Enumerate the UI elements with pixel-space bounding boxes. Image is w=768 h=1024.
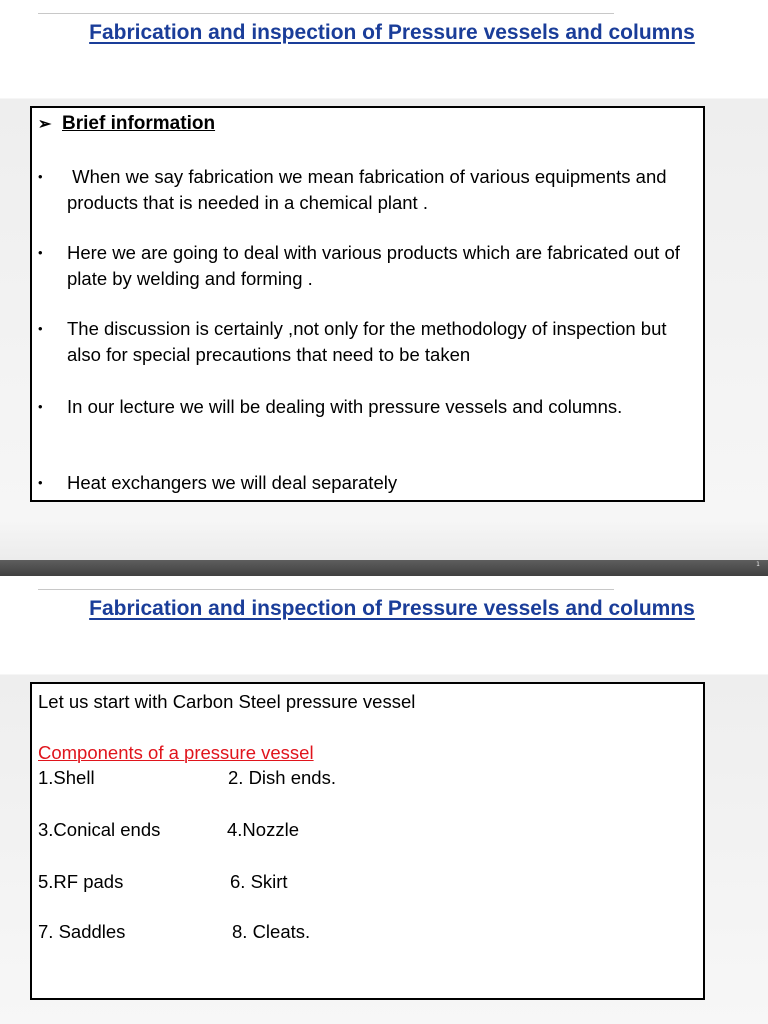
content-box — [30, 106, 705, 502]
bullet-dot-icon: • — [38, 169, 43, 184]
component-item: 3.Conical ends — [38, 819, 161, 840]
slide-title: Fabrication and inspection of Pressure vessels and columns — [89, 21, 695, 44]
bullet-dot-icon: • — [38, 475, 43, 490]
top-rule — [38, 13, 614, 14]
bullet-item — [38, 316, 697, 368]
bullet-text: In our lecture we will be dealing with pressure vessels and columns. — [67, 396, 623, 417]
bullet-text: When we say fabrication we mean fabrication of various equipments and products that is needed in a chemical plant . — [67, 166, 672, 213]
bullet-text: Heat exchangers we will deal separately — [67, 472, 398, 493]
component-item: 4.Nozzle — [227, 819, 299, 840]
bullet-item — [38, 240, 697, 292]
bullet-item — [38, 164, 697, 216]
bullet-dot-icon: • — [38, 245, 43, 260]
component-item: 1.Shell — [38, 767, 95, 788]
slide-2 — [0, 576, 768, 1024]
bullet-text: The discussion is certainly ,not only for the methodology of inspection but also for special precautions that need to be taken — [67, 318, 667, 365]
section-heading — [38, 113, 215, 135]
bullet-dot-icon: • — [38, 321, 43, 336]
component-item: 6. Skirt — [230, 871, 288, 892]
slide-title: Fabrication and inspection of Pressure vessels and columns — [89, 597, 695, 620]
top-rule — [38, 589, 614, 590]
page-number: 1 — [756, 561, 760, 568]
slide-divider — [0, 560, 768, 576]
components-heading: Components of a pressure vessel — [38, 742, 314, 763]
content-box — [30, 682, 705, 1000]
bullet-item — [38, 394, 697, 446]
component-item: 7. Saddles — [38, 921, 126, 942]
heading-text: Brief information — [62, 113, 216, 134]
bullet-dot-icon: • — [38, 399, 43, 414]
intro-text: Let us start with Carbon Steel pressure vessel — [38, 691, 416, 712]
bullet-text: Here we are going to deal with various products which are fabricated out of plate by welding and forming . — [67, 242, 680, 289]
arrow-bullet-icon: ➢ — [38, 116, 52, 133]
component-item: 2. Dish ends. — [228, 767, 336, 788]
bullet-item — [38, 470, 697, 496]
component-item: 8. Cleats. — [232, 921, 311, 942]
component-item: 5.RF pads — [38, 871, 124, 892]
